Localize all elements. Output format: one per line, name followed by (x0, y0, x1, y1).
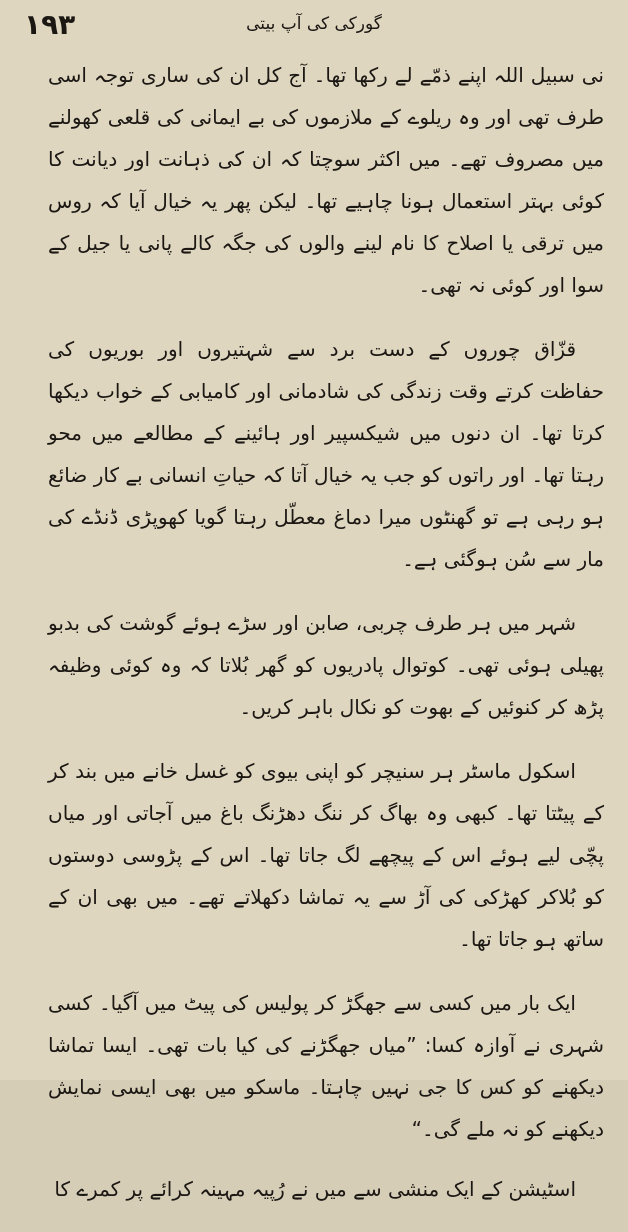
paragraph-2: قزّاق چوروں کے دست برد سے شہتیروں اور بوریوں کی حفاظت کرتے وقت زندگی کی شادمانی اور کامیابی کے خواب دیکھا کرتا تھا۔ ان دنوں میں شیکسپیر اور ہائینے کے مطالعے میں محو رہتا تھا۔ اور راتوں کو جب یہ خیال آتا کہ حیاتِ انسانی بے کار ضائع ہو رہی ہے تو گھنٹوں میرا دماغ معطّل رہتا گویا کھوپڑی ڈنڈے کی مار سے سُن ہوگئی ہے۔ (48, 337, 604, 571)
paragraph-6: اسٹیشن کے ایک منشی سے میں نے رُپیہ مہینہ کرائے پر کمرے کا (54, 1177, 576, 1201)
paragraph-3: شہر میں ہر طرف چربی، صابن اور سڑے ہوئے گوشت کی بدبو پھیلی ہوئی تھی۔ کوتوال پادریوں کو گھر بُلاتا کہ وہ کوئی وظیفہ پڑھ کر کنوئیں کے بھوت کو نکال باہر کریں۔ (48, 611, 604, 719)
paragraph-5: ایک بار میں کسی سے جھگڑ کر پولیس کی پیٹ میں آگیا۔ کسی شہری نے آوازہ کسا: ”میاں جھگڑنے کی کیا بات تھی۔ ایسا تماشا دیکھنے کو کس کا جی نہیں چاہتا۔ ماسکو میں بھی ایسی نمایش دیکھنے کو نہ ملے گی۔“ (48, 991, 604, 1141)
paragraph-4: اسکول ماسٹر ہر سنیچر کو اپنی بیوی کو غسل خانے میں بند کر کے پیٹتا تھا۔ کبھی وہ بھاگ کر ننگ دھڑنگ باغ میں آجاتی اور میاں پچّی لیے ہوئے اس کے پیچھے لگ جاتا تھا۔ اس کے پڑوسی دوستوں کو بُلاکر کھڑکی کی آڑ سے یہ تماشا دکھلاتے تھے۔ میں بھی ان کے ساتھ ہو جاتا تھا۔ (48, 759, 604, 951)
paragraph-1: نی سبیل اللہ اپنے ذمّے لے رکھا تھا۔ آج کل ان کی ساری توجہ اسی طرف تھی اور وہ ریلوے کے ملازموں کی بے ایمانی کی قلعی کھولنے میں مصروف تھے۔ میں اکثر سوچتا کہ ان کی ذہانت اور دیانت کا کوئی بہتر استعمال ہونا چاہیے تھا۔ لیکن پھر یہ خیال آیا کہ روس میں ترقی یا اصلاح کا نام لینے والوں کی جگہ کالے پانی یا جیل کے سوا اور کوئی نہ تھی۔ (48, 63, 604, 297)
page-body (48, 54, 604, 1232)
running-title: گورکی کی آپ بیتی (246, 14, 382, 34)
page-number: ۱۹۳ (24, 8, 76, 41)
